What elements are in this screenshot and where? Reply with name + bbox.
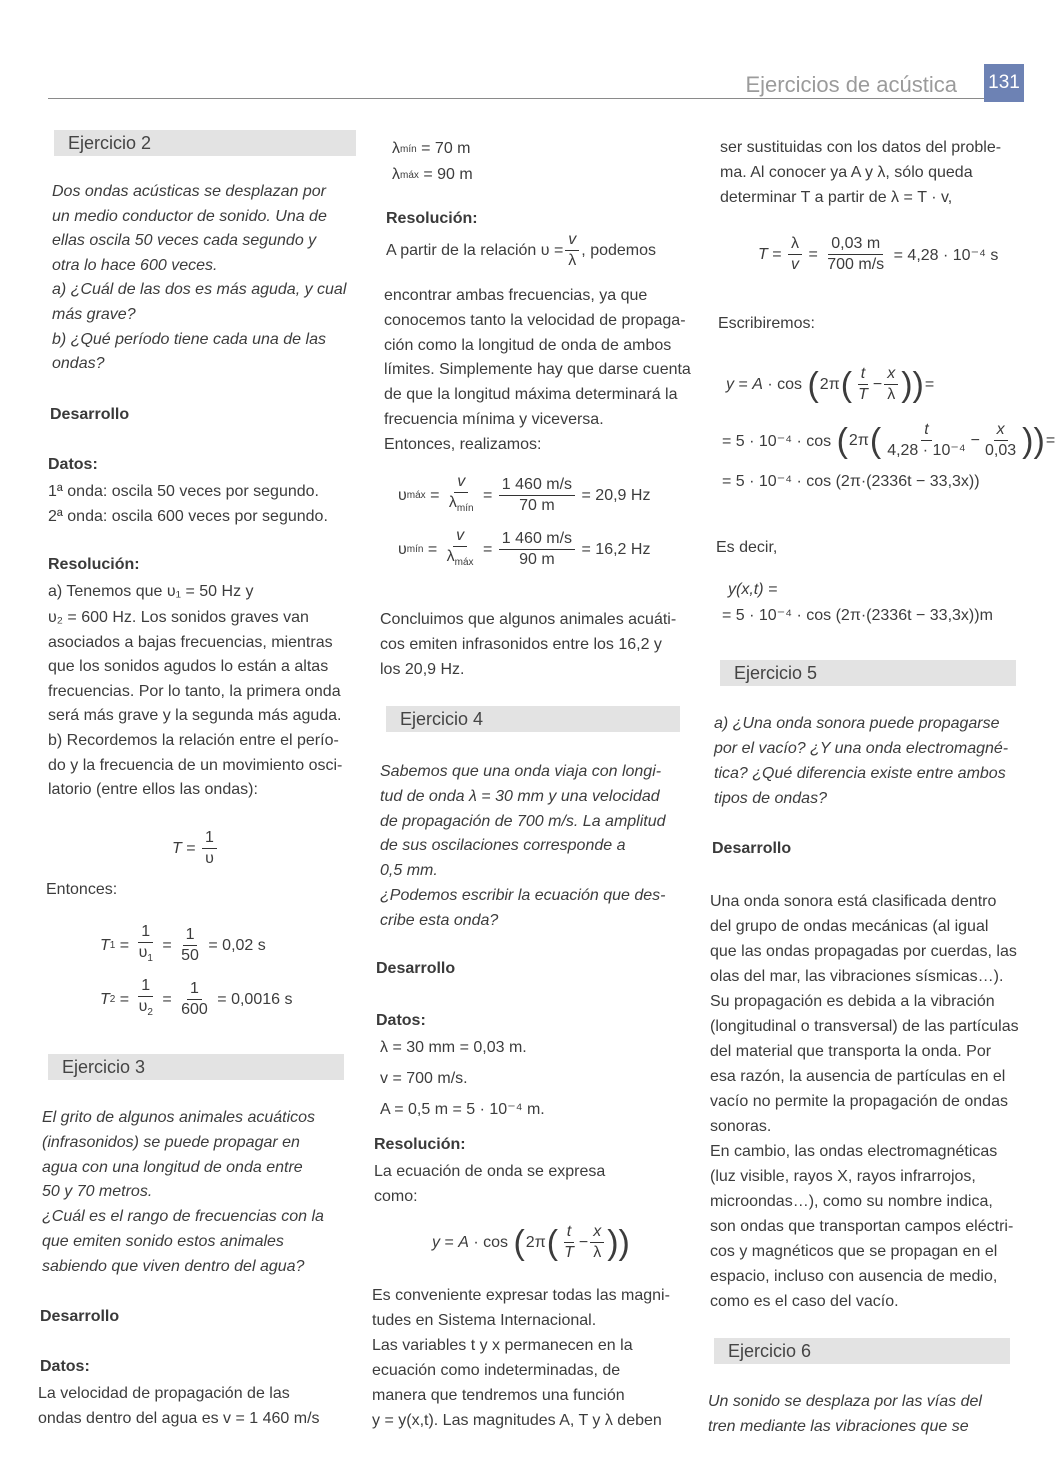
text-line: v = 700 m/s. <box>380 1070 468 1087</box>
t-denominator: 700 m/s <box>827 256 885 273</box>
vmin-equation: υ mín = $\frac{v}{\lambda_{máx}}$ = $\frac{1 460 m/s}{90 m}$ = 16,2 Hz <box>398 527 651 569</box>
text-line: 2ª onda: oscila 600 veces por segundo. <box>48 508 328 525</box>
wave-eq-step2-den2: 0,03 <box>985 442 1017 459</box>
text-line: de propagación de 700 m/s. La amplitud <box>380 812 666 830</box>
text-line: b) ¿Qué período tiene cada una de las <box>52 330 326 348</box>
t2-denominator: 600 <box>181 1001 208 1019</box>
relation-line: A partir de la relación υ = $\frac{v}{\lambda}$ , podemos <box>386 231 657 269</box>
text-line: υ₂ = 600 Hz. Los sonidos graves van <box>48 609 309 626</box>
t1-denominator: 50 <box>181 947 199 965</box>
wave-equation-general: y = A · cos ( 2π ( $\frac{t}{T}$ − $\frac{x}{\lambda}$ )) <box>432 1223 630 1262</box>
exercise-5-heading: Ejercicio 5 <box>720 660 1016 686</box>
lambda-max-line: λ máx = 90 m <box>392 166 473 183</box>
wave-eq-step2-den: 4,28 · 10⁻⁴ <box>887 442 966 459</box>
text-line: y = y(x,t). Las magnitudes A, T y λ deben <box>372 1412 662 1429</box>
text-line: 50 y 70 metros. <box>42 1183 153 1201</box>
text-line: λ = 30 mm = 0,03 m. <box>380 1039 527 1056</box>
text-line: latorio (entre ellos las ondas): <box>48 781 258 799</box>
text-line: b) Recordemos la relación entre el perío- <box>48 732 339 749</box>
text-line: agua con una longitud de onda entre <box>42 1158 303 1176</box>
text-line: por el vacío? ¿Y una onda electromagné- <box>714 740 1009 757</box>
page-number-badge: 131 <box>984 64 1024 102</box>
text-line: microondas…), como su nombre indica, <box>710 1193 993 1210</box>
exercise-5-desarrollo: Desarrollo <box>712 840 792 857</box>
text-line: tud de onda λ = 30 mm y una velocidad <box>380 787 660 805</box>
text-line: Dos ondas acústicas se desplazan por <box>52 183 326 200</box>
text-line: otra lo hace 600 veces. <box>52 256 218 274</box>
vmax-result: = 20,9 Hz <box>581 486 651 504</box>
text-line: tudes en Sistema Internacional. <box>372 1312 597 1329</box>
header-rule <box>48 98 984 99</box>
text-line: como: <box>374 1187 418 1205</box>
text-line: ondas dentro del agua es v = 1 460 m/s <box>38 1410 320 1427</box>
exercise-2-res-a: a) Tenemos que υ₁ = 50 Hz y <box>48 583 254 600</box>
text-line: de sus oscilaciones corresponde a <box>380 837 626 855</box>
text-line: La ecuación de onda se expresa <box>374 1163 606 1180</box>
text-line: a) ¿Cuál de las dos es más aguda, y cual <box>52 281 347 299</box>
text-line: Es conveniente expresar todas las magni- <box>372 1287 670 1304</box>
yxt-label: y(x,t) = <box>728 581 778 598</box>
text-line: (longitudinal o transversal) de las partículas <box>710 1018 1019 1035</box>
text-line: Un sonido se desplaza por las vías del <box>708 1393 982 1410</box>
text-line: de que la longitud máxima determinará la <box>384 386 678 404</box>
text-line: ¿Cuál es el rango de frecuencias con la <box>42 1208 324 1226</box>
escribiremos-label: Escribiremos: <box>718 315 815 332</box>
t1-result: = 0,02 s <box>208 936 266 954</box>
text-line: son ondas que transportan campos eléctri- <box>710 1218 1014 1235</box>
wave-eq-step2-prefix: = 5 · 10⁻⁴ · cos <box>722 432 832 450</box>
exercise-3-desarrollo: Desarrollo <box>40 1308 120 1325</box>
text-line: Sabemos que una onda viaja con longi- <box>380 763 662 780</box>
exercise-3-heading: Ejercicio 3 <box>48 1054 344 1080</box>
text-line: cribe esta onda? <box>380 911 499 929</box>
text-line: A = 0,5 m = 5 · 10⁻⁴ m. <box>380 1101 545 1118</box>
exercise-3-datos-heading: Datos: <box>40 1358 90 1375</box>
lambda-min-line: λ mín = 70 m <box>392 140 471 157</box>
text-line: cos y magnéticos que se propagan en el <box>710 1243 998 1260</box>
lambda-min-value: = 70 m <box>421 140 471 157</box>
t-equation: T = $\frac{\lambda}{v}$ = $\frac{0,03 m}{700 m/s}$ = 4,28 · 10⁻⁴ s <box>758 235 999 273</box>
text-line: (luz visible, rayos X, rayos infrarrojos, <box>710 1168 976 1185</box>
period-formula: T = $\frac{1}{\upsilon}$ <box>172 828 219 869</box>
text-line: frecuencias. Por lo tanto, la primera onda <box>48 682 341 700</box>
text-line: como es el caso del vacío. <box>710 1293 899 1310</box>
text-line: Una onda sonora está clasificada dentro <box>710 893 997 910</box>
final-equation: = 5 · 10⁻⁴ · cos (2π·(2336t − 33,3x))m <box>722 607 993 624</box>
text-line: cos emiten infrasonidos entre los 16,2 y <box>380 635 662 653</box>
text-line: ecuación como indeterminadas, de <box>372 1362 621 1379</box>
text-line: límites. Simplemente hay que darse cuenta <box>384 361 691 379</box>
text-line: espacio, incluso con ausencia de medio, <box>710 1268 998 1285</box>
text-line: ma. Al conocer ya A y λ, sólo queda <box>720 163 973 181</box>
entonces-label: Entonces: <box>46 881 118 898</box>
text-line: un medio conductor de sonido. Una de <box>52 207 327 225</box>
vmin-result: = 16,2 Hz <box>581 540 651 558</box>
text-line: ellas oscila 50 veces cada segundo y <box>52 232 317 250</box>
vmax-numerator: 1 460 m/s <box>499 475 575 496</box>
text-line: Su propagación es debida a la vibración <box>710 993 995 1010</box>
text-line: sabiendo que viven dentro del agua? <box>42 1257 305 1275</box>
text-line: del grupo de ondas mecánicas (al igual <box>710 918 989 935</box>
text-line: los 20,9 Hz. <box>380 660 465 678</box>
text-line: ción como la longitud de onda de ambos <box>384 336 672 354</box>
t2-result: = 0,0016 s <box>217 990 293 1008</box>
text-line: (infrasonidos) se puede propagar en <box>42 1133 300 1151</box>
relation-intro: A partir de la relación <box>386 241 537 259</box>
t-result: = 4,28 · 10⁻⁴ s <box>893 246 999 264</box>
exercise-4-datos-heading: Datos: <box>376 1012 426 1029</box>
text-line: tipos de ondas? <box>714 790 827 807</box>
text-line: que las ondas propagadas por cuerdas, las <box>710 943 1017 960</box>
text-line: encontrar ambas frecuencias, ya que <box>384 287 648 304</box>
text-line: La velocidad de propagación de las <box>38 1385 290 1402</box>
text-line: vacío no permite la propagación de ondas <box>710 1093 1008 1110</box>
text-line: frecuencia mínima y viceversa. <box>384 411 604 428</box>
exercise-4-heading: Ejercicio 4 <box>386 706 680 732</box>
text-line: tica? ¿Qué diferencia existe entre ambos <box>714 765 1006 782</box>
es-decir-label: Es decir, <box>716 539 778 556</box>
t-numerator: 0,03 m <box>828 234 883 255</box>
text-line: determinar T a partir de λ = T · v, <box>720 188 953 206</box>
text-line: Concluimos que algunos animales acuáti- <box>380 611 677 628</box>
text-line: del material que transporta la onda. Por <box>710 1043 992 1060</box>
t2-equation: T 2 = $\frac{1}{\upsilon_2}$ = $\frac{1}{600}$ = 0,0016 s <box>100 977 293 1019</box>
text-line: Las variables t y x permanecen en la <box>372 1337 633 1354</box>
text-line: conocemos tanto la velocidad de propaga- <box>384 311 686 329</box>
text-line: más grave? <box>52 306 136 323</box>
t1-equation: T 1 = $\frac{1}{\upsilon_1}$ = $\frac{1}{50}$ = 0,02 s <box>100 923 266 965</box>
text-line: será más grave y la segunda más aguda. <box>48 707 342 725</box>
relation-intro-end: , podemos <box>581 241 657 259</box>
text-line: olas del mar, las vibraciones sísmicas…). <box>710 968 1004 985</box>
exercise-2-datos-heading: Datos: <box>48 456 98 473</box>
exercise-4-resolucion-heading: Resolución: <box>374 1136 466 1153</box>
exercise-2-resolucion-heading: Resolución: <box>48 556 140 573</box>
text-line: 0,5 mm. <box>380 862 438 880</box>
text-line: El grito de algunos animales acuáticos <box>42 1109 316 1126</box>
exercise-6-heading: Ejercicio 6 <box>714 1338 1010 1364</box>
text-line: que los sonidos agudos lo están a altas <box>48 658 329 676</box>
col2-resolucion-heading: Resolución: <box>386 210 478 227</box>
wave-eq-step2: = 5 · 10⁻⁴ · cos ( 2π ( $\frac{t}{\text{4,28 · 10⁻⁴}}$ − $\frac{x}{0,03}$ )) = <box>722 421 1055 460</box>
vmin-numerator: 1 460 m/s <box>499 529 575 550</box>
wave-eq-step3: = 5 · 10⁻⁴ · cos (2π·(2336t − 33,3x)) <box>722 473 980 490</box>
text-line: asociados a bajas frecuencias, mientras <box>48 633 333 651</box>
wave-eq-step1: y = A · cos ( 2π ( $\frac{t}{T}$ − $\frac{x}{\lambda}$ )) = <box>726 365 935 404</box>
exercise-2-heading: Ejercicio 2 <box>54 130 356 156</box>
vmin-denominator: 90 m <box>519 551 555 569</box>
text-line: que emiten sonido estos animales <box>42 1233 284 1250</box>
text-line: manera que tendremos una función <box>372 1387 625 1404</box>
running-header: Ejercicios de acústica <box>745 72 957 97</box>
text-line: a) ¿Una onda sonora puede propagarse <box>714 715 1000 732</box>
text-line: 1ª onda: oscila 50 veces por segundo. <box>48 483 319 500</box>
vmax-denominator: 70 m <box>519 497 555 515</box>
exercise-2-desarrollo: Desarrollo <box>50 406 130 423</box>
text-line: do y la frecuencia de un movimiento osci- <box>48 756 343 774</box>
text-line: ser sustituidas con los datos del proble- <box>720 139 1002 156</box>
text-line: esa razón, la ausencia de partículas en el <box>710 1068 1006 1085</box>
text-line: tren mediante las vibraciones que se <box>708 1417 969 1435</box>
text-line: En cambio, las ondas electromagnéticas <box>710 1143 998 1160</box>
exercise-4-desarrollo: Desarrollo <box>376 960 456 977</box>
text-line: ondas? <box>52 355 105 373</box>
vmax-equation: υ máx = $\frac{v}{\lambda_{mín}}$ = $\frac{1 460 m/s}{70 m}$ = 20,9 Hz <box>398 473 651 515</box>
lambda-max-value: = 90 m <box>423 166 473 183</box>
text-line: sonoras. <box>710 1118 772 1135</box>
text-line: ¿Podemos escribir la ecuación que des- <box>380 887 666 904</box>
text-line: Entonces, realizamos: <box>384 435 542 453</box>
